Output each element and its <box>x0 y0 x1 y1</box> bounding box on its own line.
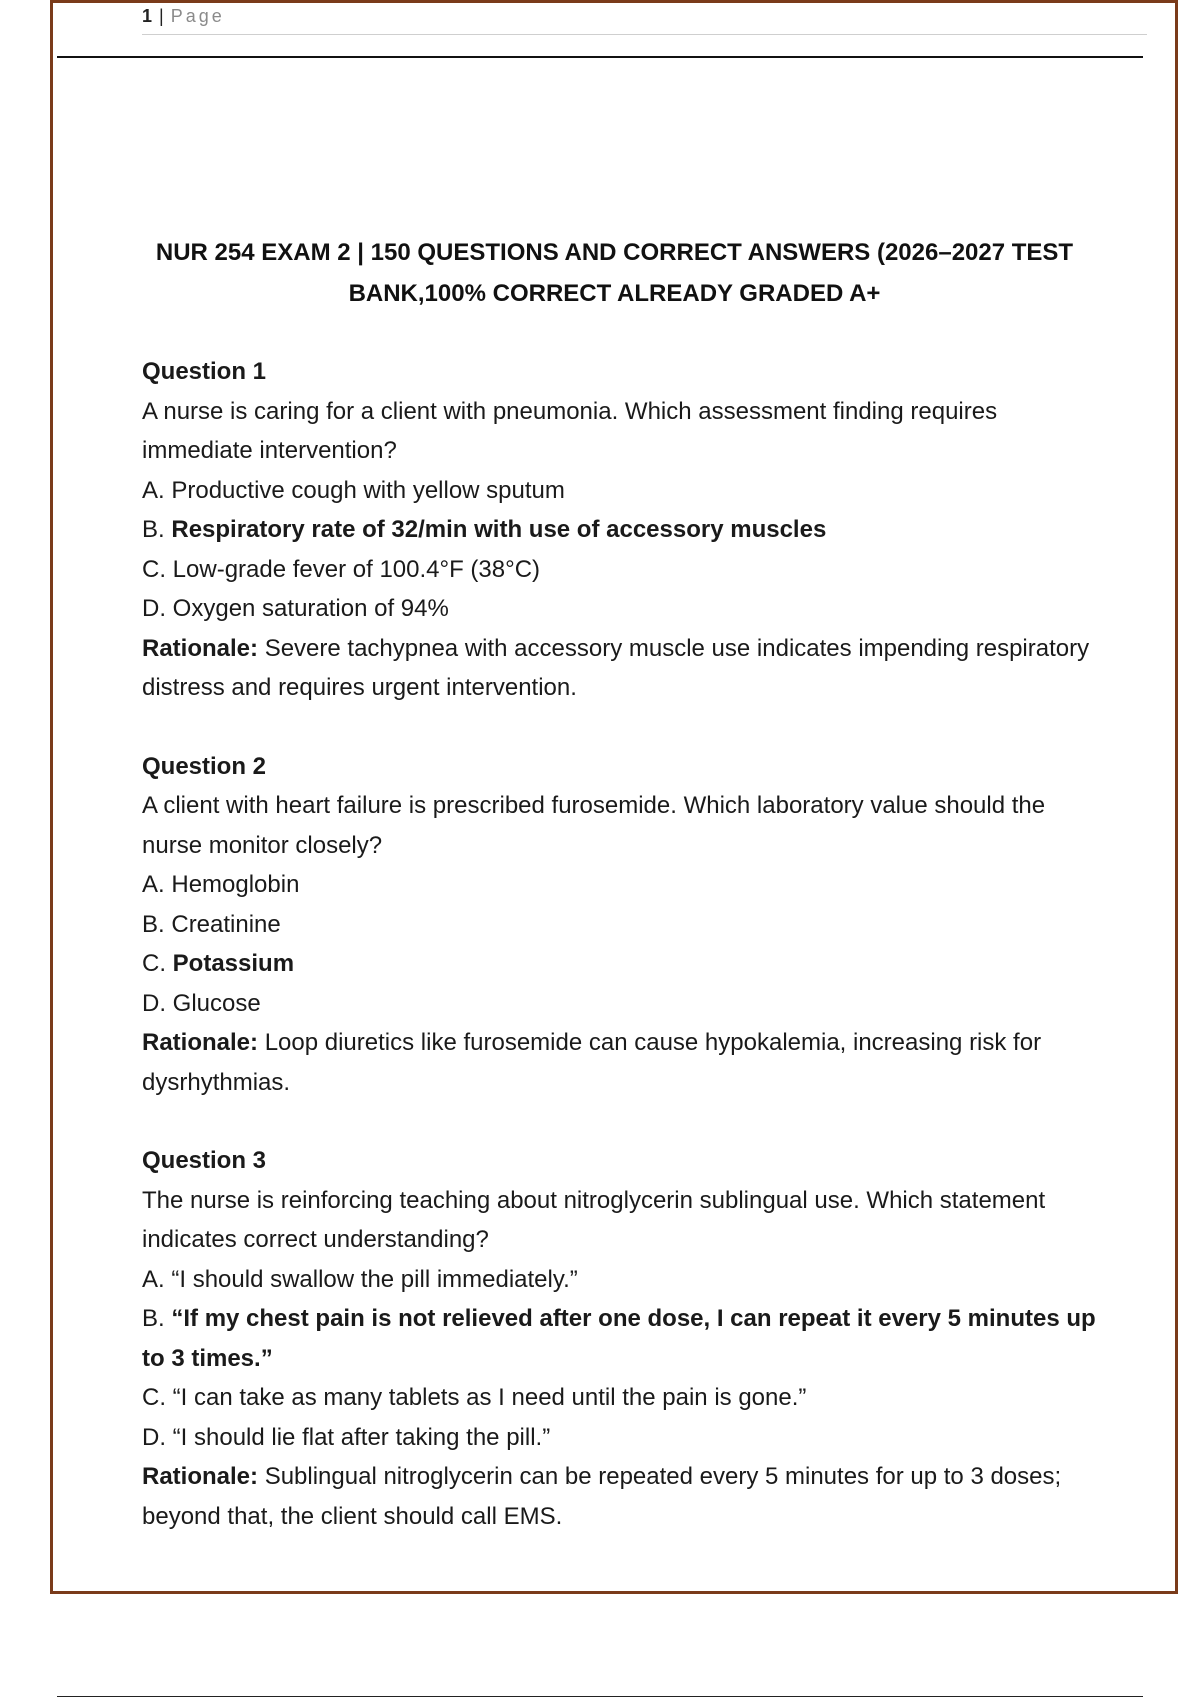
option-d <box>142 984 1102 1024</box>
rationale-label: Rationale: <box>142 1029 259 1056</box>
correct-option-text: Respiratory rate of 32/min with use of accessory muscles <box>171 516 827 543</box>
option-text: Glucose <box>172 989 261 1017</box>
option-letter: A. <box>142 476 165 504</box>
option-text: Productive cough with yellow sputum <box>171 476 565 504</box>
option-letter: A. <box>142 871 165 898</box>
option-c <box>142 550 1102 590</box>
question-heading: Question 2 <box>142 752 267 780</box>
question-2 <box>142 747 1102 1103</box>
question-3 <box>142 1141 1102 1536</box>
footer-rule <box>57 1696 1143 1697</box>
option-d <box>142 1418 1102 1458</box>
correct-option-text: “If my chest pain is not relieved after one dose, I can repeat it every 5 minutes up to 3 times.” <box>142 1305 1096 1372</box>
option-b <box>142 1299 1102 1378</box>
option-a <box>142 1260 1102 1300</box>
header-rule-light <box>142 34 1147 35</box>
option-text: Hemoglobin <box>171 871 300 898</box>
rationale-label: Rationale: <box>142 634 259 662</box>
rationale <box>142 629 1102 708</box>
option-text: “I can take as many tablets as I need until the pain is gone.” <box>172 1384 807 1411</box>
question-heading: Question 3 <box>142 1147 267 1174</box>
option-text: “I should lie flat after taking the pill.” <box>172 1423 551 1451</box>
rationale <box>142 1023 1102 1102</box>
option-c <box>142 944 1102 984</box>
rationale-label: Rationale: <box>142 1463 259 1490</box>
option-text: “I should swallow the pill immediately.” <box>171 1265 578 1293</box>
option-letter: B. <box>142 1305 165 1332</box>
correct-option-text: Potassium <box>172 950 295 977</box>
option-text: Creatinine <box>171 910 281 938</box>
document-title: NUR 254 EXAM 2 | 150 QUESTIONS AND CORRECT ANSWERS (2026–2027 TEST BANK,100% CORRECT ALREADY GRADED A+ <box>155 239 1074 307</box>
rationale <box>142 1457 1102 1536</box>
question-stem: A nurse is caring for a client with pneumonia. Which assessment finding requires immediate intervention? <box>142 397 998 464</box>
page-label: Page <box>170 6 225 26</box>
option-letter: B. <box>142 516 165 543</box>
rationale-text: Sublingual nitroglycerin can be repeated every 5 minutes for up to 3 doses; beyond that, the client should call EMS. <box>142 1463 1062 1530</box>
header-separator: | <box>159 6 164 26</box>
option-letter: D. <box>142 1423 166 1451</box>
question-1 <box>142 352 1102 708</box>
rationale-text: Loop diuretics like furosemide can cause hypokalemia, increasing risk for dysrhythmias. <box>142 1029 1042 1096</box>
option-a <box>142 865 1102 905</box>
question-stem: A client with heart failure is prescribed furosemide. Which laboratory value should the nurse monitor closely? <box>142 792 1046 859</box>
option-b <box>142 510 1102 550</box>
option-text: Oxygen saturation of 94% <box>172 595 449 622</box>
rationale-text: Severe tachypnea with accessory muscle use indicates impending respiratory distress and requires urgent intervention. <box>142 634 1090 701</box>
option-letter: C. <box>142 555 166 583</box>
option-c <box>142 1378 1102 1418</box>
option-d <box>142 589 1102 629</box>
option-letter: D. <box>142 595 166 622</box>
header-rule <box>57 56 1143 58</box>
option-letter: C. <box>142 950 166 977</box>
option-letter: C. <box>142 1384 166 1411</box>
page-number: 1 <box>142 6 153 26</box>
question-stem: The nurse is reinforcing teaching about nitroglycerin sublingual use. Which statement indicates correct understanding? <box>142 1186 1046 1253</box>
option-a <box>142 471 1102 511</box>
question-list <box>142 352 1102 1575</box>
option-letter: D. <box>142 989 166 1017</box>
option-b <box>142 905 1102 945</box>
option-letter: B. <box>142 910 165 938</box>
option-letter: A. <box>142 1265 165 1293</box>
page-header <box>142 6 225 27</box>
option-text: Low-grade fever of 100.4°F (38°C) <box>172 555 541 583</box>
question-heading: Question 1 <box>142 358 267 385</box>
